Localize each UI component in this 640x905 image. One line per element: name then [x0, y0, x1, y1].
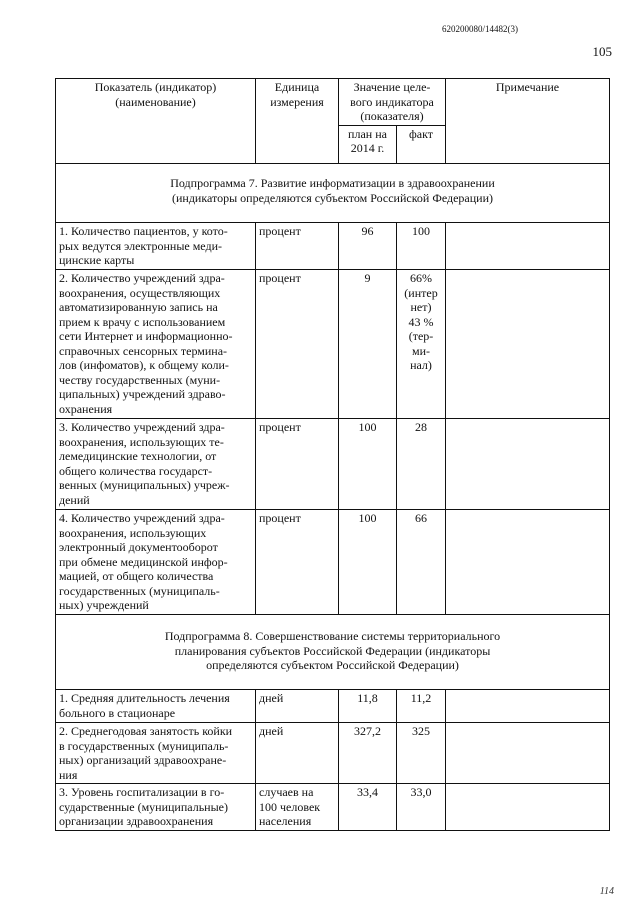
- header-unit: Единица измерения: [256, 79, 339, 164]
- header-fact: факт: [397, 125, 446, 164]
- row-indicator-name: 3. Уровень госпитализации в го- сударственные (муниципальные) организации здравоохранения: [56, 784, 256, 831]
- row-indicator-name: 3. Количество учреждений здра- воохранения, использующих те- лемедицинские технологии, от общего количества государст- венных (муниципальных) учреж- дений: [56, 419, 256, 510]
- row-unit: дней: [256, 690, 339, 723]
- section-8-title: Подпрограмма 8. Совершенствование системы территориального планирования субъектов Российской Федерации (индикаторы определяются субъектом Российской Федерации): [56, 615, 610, 690]
- row-fact: 66% (интер нет) 43 % (тер- ми- нал): [397, 270, 446, 419]
- header-plan: план на 2014 г.: [339, 125, 397, 164]
- section-7-row: [56, 164, 610, 223]
- row-plan: 100: [339, 510, 397, 615]
- row-fact: 33,0: [397, 784, 446, 831]
- indicators-table-container: [55, 78, 609, 831]
- section-8-row: [56, 615, 610, 690]
- row-fact: 100: [397, 223, 446, 270]
- row-unit: процент: [256, 270, 339, 419]
- row-note: [446, 723, 610, 784]
- row-plan: 33,4: [339, 784, 397, 831]
- row-note: [446, 419, 610, 510]
- document-id: 620200080/14482(3): [442, 24, 518, 34]
- header-note: Примечание: [446, 79, 610, 164]
- section-7-title: Подпрограмма 7. Развитие информатизации в здравоохранении (индикаторы определяются субъектом Российской Федерации): [56, 164, 610, 223]
- header-target-value: Значение целе- вого индикатора (показателя): [339, 79, 446, 126]
- row-plan: 96: [339, 223, 397, 270]
- row-plan: 9: [339, 270, 397, 419]
- table-row: [56, 419, 610, 510]
- row-unit: процент: [256, 419, 339, 510]
- table-row: [56, 223, 610, 270]
- row-note: [446, 690, 610, 723]
- row-plan: 100: [339, 419, 397, 510]
- row-indicator-name: 2. Количество учреждений здра- воохранения, осуществляющих автоматизированную запись на прием к врачу с использованием сети Интернет и информационно- справочных сенсорных термина- лов (инфоматов), к общему коли- честву государственных (муни- ципальных) учреждений здраво- охранения: [56, 270, 256, 419]
- row-indicator-name: 4. Количество учреждений здра- воохранения, использующих электронный документооборот при обмене медицинской инфор- мацией, от общего количества государственных (муниципаль- ных) учреждений: [56, 510, 256, 615]
- table-row: [56, 510, 610, 615]
- corner-handwritten-mark: 114: [599, 886, 614, 897]
- row-plan: 11,8: [339, 690, 397, 723]
- page-number: 105: [592, 44, 612, 59]
- row-unit: процент: [256, 510, 339, 615]
- row-unit: дней: [256, 723, 339, 784]
- row-note: [446, 223, 610, 270]
- table-row: [56, 690, 610, 723]
- row-fact: 66: [397, 510, 446, 615]
- table-row: [56, 784, 610, 831]
- row-fact: 325: [397, 723, 446, 784]
- header-row: [56, 79, 610, 126]
- row-indicator-name: 2. Среднегодовая занятость койки в государственных (муниципаль- ных) организаций здравоохране- ния: [56, 723, 256, 784]
- row-note: [446, 270, 610, 419]
- row-indicator-name: 1. Средняя длительность лечения больного в стационаре: [56, 690, 256, 723]
- table-row: [56, 270, 610, 419]
- row-unit: процент: [256, 223, 339, 270]
- row-note: [446, 510, 610, 615]
- row-fact: 28: [397, 419, 446, 510]
- indicators-table: [55, 78, 610, 831]
- row-unit: случаев на 100 человек населения: [256, 784, 339, 831]
- row-note: [446, 784, 610, 831]
- row-indicator-name: 1. Количество пациентов, у кото- рых ведутся электронные меди- цинские карты: [56, 223, 256, 270]
- header-indicator: Показатель (индикатор) (наименование): [56, 79, 256, 164]
- row-fact: 11,2: [397, 690, 446, 723]
- row-plan: 327,2: [339, 723, 397, 784]
- table-row: [56, 723, 610, 784]
